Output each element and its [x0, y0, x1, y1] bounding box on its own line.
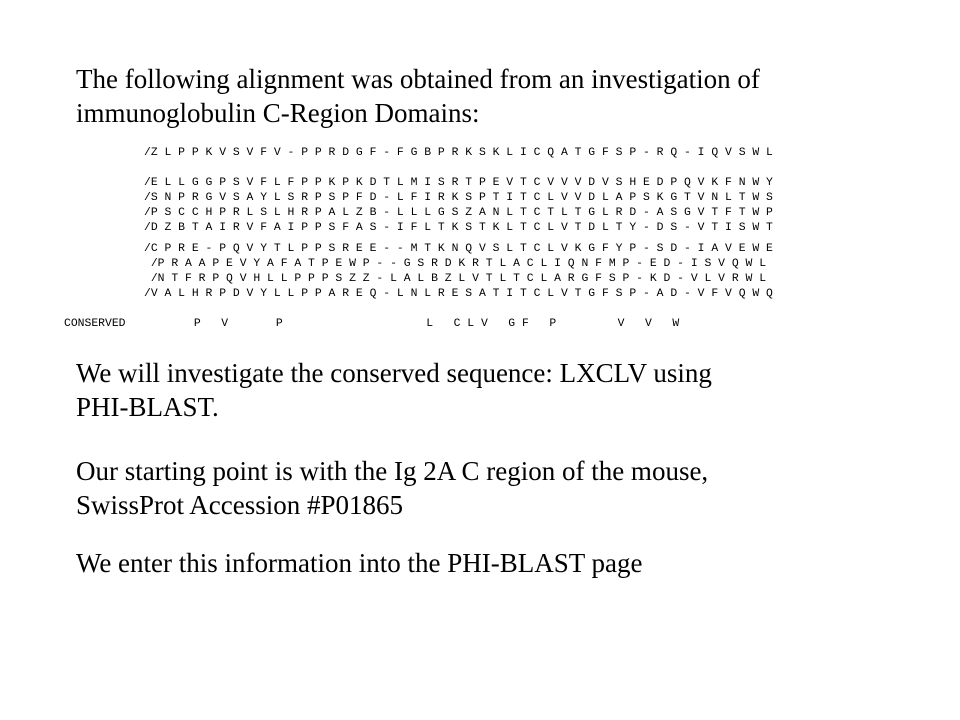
enter-line-1: We enter this information into the PHI-BLAST page [76, 548, 643, 578]
starting-point-paragraph [76, 454, 896, 522]
starting-line-1: Our starting point is with the Ig 2A C region of the mouse, [76, 456, 709, 486]
alignment-row: /P R A A P E V Y A F A T P E W P - - G S R D K R T L A C L I Q N F M P - E D - I S V Q W L [144, 258, 767, 270]
intro-line-1: The following alignment was obtained from an investigation of [76, 64, 760, 94]
alignment-row: /C P R E - P Q V Y T L P P S R E E - - M T K N Q V S L T C L V K G F Y P - S D - I A V E W E [144, 243, 773, 255]
alignment-row: /Z L P P K V S V F V - P P R D G F - F G B P R K S K L I C Q A T G F S P - R Q - I Q V S W L [144, 147, 773, 159]
alignment-row: /D Z B T A I R V F A I P P S F A S - I F L T K S T K L T C L V T D L T Y - D S - V T I S W T [144, 222, 773, 234]
alignment-row: /N T F R P Q V H L L P P P S Z Z - L A L B Z L V T L T C L A R G F S P - K D - V L V R W L [144, 273, 767, 285]
alignment-row: /V A L H R P D V Y L L P P A R E Q - L N L R E S A T I T C L V T G F S P - A D - V F V Q W Q [144, 288, 773, 300]
intro-paragraph [76, 62, 896, 130]
alignment-row: /E L L G G P S V F L F P P K P K D T L M I S R T P E V T C V V V D V S H E D P Q V K F N W Y [144, 177, 773, 189]
investigate-line-1: We will investigate the conserved sequence: LXCLV using [76, 358, 712, 388]
intro-line-2: immunoglobulin C-Region Domains: [76, 98, 480, 128]
investigate-paragraph [76, 356, 896, 424]
investigate-line-2: PHI-BLAST. [76, 392, 219, 422]
alignment-row: /S N P R G V S A Y L S R P S P F D - L F I R K S P T I T C L V V D L A P S K G T V N L T W S [144, 192, 773, 204]
starting-line-2: SwissProt Accession #P01865 [76, 490, 404, 520]
conserved-consensus-row: CONSERVED P V P L C L V G F P V V W [64, 318, 680, 330]
alignment-row: /P S C C H P R L S L H R P A L Z B - L L L G S Z A N L T C T L T G L R D - A S G V T F T W P [144, 207, 773, 219]
enter-paragraph [76, 546, 896, 580]
